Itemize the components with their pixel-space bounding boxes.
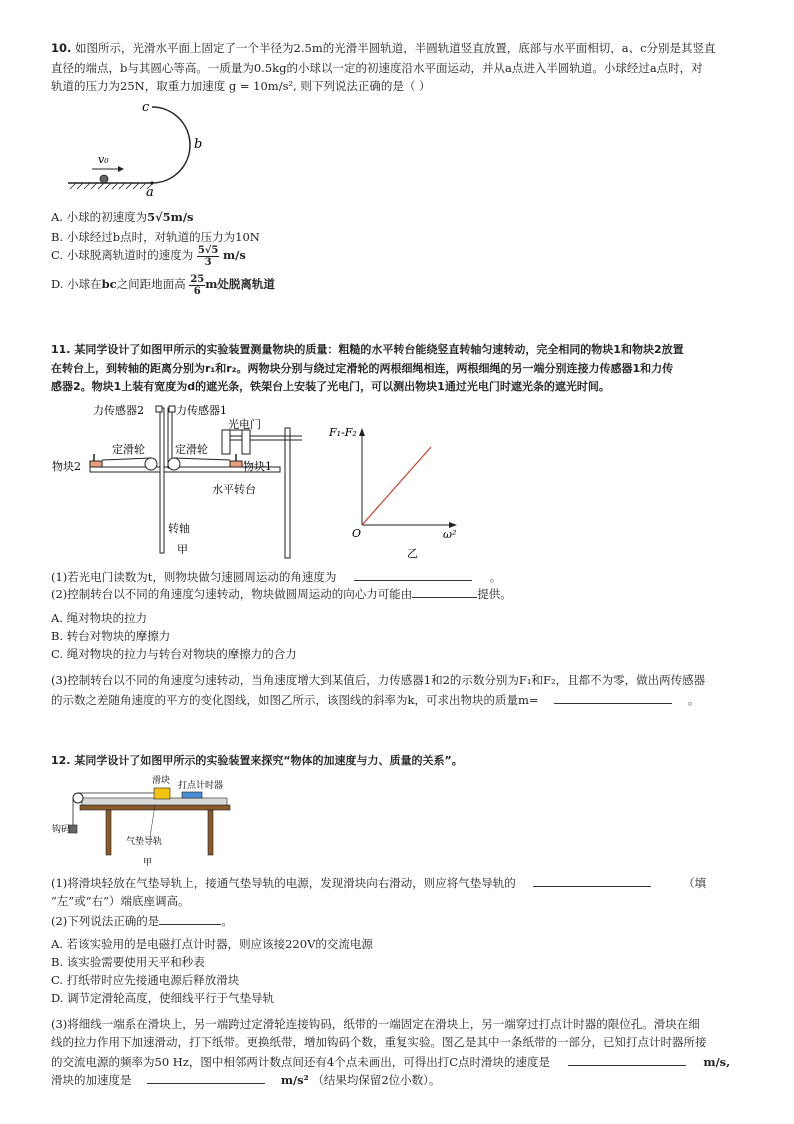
block1-shape: [230, 461, 242, 467]
frac-num: 25: [190, 273, 205, 285]
ground-hatch: [70, 183, 152, 189]
pulley-left: [145, 458, 157, 470]
label-v0: v₀: [98, 153, 109, 166]
block2-shape: [90, 461, 102, 467]
ball: [100, 175, 108, 183]
q10-option-c[interactable]: [51, 244, 246, 268]
q12-part3-line3: [51, 1053, 730, 1070]
q11-option-c[interactable]: C. 绳对物块的拉力与转台对物块的摩擦力的合力: [51, 647, 297, 661]
frac-den: 3: [204, 256, 212, 268]
frac-den: 6: [193, 285, 201, 297]
q12-part3-unit-acceleration: m/s²: [280, 1073, 309, 1087]
q12-option-d[interactable]: D. 调节定滑轮高度，使细线平行于气垫导轨: [51, 991, 275, 1005]
q12-part1-line1: [51, 874, 706, 891]
q10-line1-text: 如图所示，光滑水平面上固定了一个半径为2.5m的光滑半圆轨道，半圆轨道竖直放置，底部与水平面相切，a、c分别是其竖直: [75, 41, 716, 55]
q10-option-d-fraction: [189, 274, 205, 297]
q12-part3-text2: 滑块的加速度是: [51, 1073, 132, 1087]
label-c: c: [142, 100, 150, 115]
label-sensor1: 力传感器1: [176, 404, 227, 417]
caption-q12: 甲: [143, 858, 153, 868]
q10-option-b[interactable]: B. 小球经过b点时，对轨道的压力为10N: [51, 230, 260, 244]
q11-part1-text: (1)若光电门读数为t，则物块做匀速圆周运动的角速度为: [51, 570, 337, 584]
q10-number: 10.: [51, 41, 72, 55]
iron-stand: [285, 428, 290, 558]
yi-series-line: [362, 447, 431, 525]
velocity-arrowhead: [118, 166, 124, 172]
q10-option-d-bc: bc: [101, 277, 117, 291]
q10-option-c-fraction: [197, 245, 220, 268]
label-slider: 滑块: [152, 776, 171, 786]
rotation-axis: [160, 408, 164, 553]
yi-xlabel: ω²: [443, 528, 457, 541]
q11-option-a[interactable]: A. 绳对物块的拉力: [51, 611, 148, 625]
table-leg-right: [208, 810, 213, 855]
yi-ylabel: F₁-F₂: [329, 426, 357, 439]
q10-option-d[interactable]: [51, 273, 275, 297]
timer-device: [182, 792, 202, 798]
q12-part3-line1: (3)将细线一端系在滑块上，另一端跨过定滑轮连接钩码，纸带的一端固定在滑块上，另一端穿过打点计时器的限位孔。滑块在细: [51, 1017, 700, 1031]
caption-yi: 乙: [407, 547, 418, 560]
q11-line1: 11. 某同学设计了如图甲所示的实验装置测量物块的质量：粗糙的水平转台能绕竖直转轴匀速转动，完全相同的物块1和物块2放置: [51, 343, 684, 356]
q10-option-a-value: 5√5m/s: [147, 210, 194, 224]
q10-line1: [51, 40, 716, 56]
q11-line2: 在转台上，到转轴的距离分别为r₁和r₂。两物块分别与绕过定滑轮的两根细绳相连，两根细绳的另一端分别连接力传感器1和力传: [51, 362, 674, 375]
q10-option-d-text: D. 小球在: [51, 277, 102, 291]
q11-part2-blank[interactable]: [412, 585, 477, 598]
q11-part2-suffix: 提供。: [477, 587, 512, 601]
q11-part1-blank[interactable]: [354, 568, 472, 581]
q10-line3: 轨道的压力为25N，取重力加速度 g = 10m/s², 则下列说法正确的是（ ）: [51, 79, 431, 93]
q11-part3-suffix: 。: [687, 693, 700, 707]
q12-part2-blank[interactable]: [159, 912, 221, 925]
hook-weight: [69, 825, 77, 833]
q12-option-c[interactable]: C. 打纸带时应先接通电源后释放滑块: [51, 973, 240, 987]
q11-line3: 感器2。物块1上装有宽度为d的遮光条，铁架台上安装了光电门，可以测出物块1通过光电门时遮光条的遮光时间。: [51, 380, 610, 393]
q11-part2-text: (2)控制转台以不同的角速度匀速转动，物块做圆周运动的向心力可能由: [51, 587, 413, 601]
q12-part3-blank-velocity[interactable]: [568, 1053, 686, 1066]
q12-line1: 12. 某同学设计了如图甲所示的实验装置来探究“物体的加速度与力、质量的关系”。: [51, 754, 463, 767]
q10-option-d-mid: 之间距地面高: [116, 277, 186, 291]
table-leg-left: [106, 810, 111, 855]
label-axis: 转轴: [168, 522, 190, 535]
q12-part2: [51, 912, 233, 929]
label-gate: 光电门: [228, 418, 261, 431]
label-pulley-right: 定滑轮: [175, 443, 208, 456]
q12-part2-suffix: 。: [221, 914, 233, 928]
q11-part3-line2: [51, 691, 699, 708]
q11-option-b[interactable]: B. 转台对物块的摩擦力: [51, 629, 171, 643]
q12-figure: [50, 770, 240, 870]
q11-part1-suffix: 。: [489, 570, 502, 584]
yi-origin: O: [352, 527, 362, 540]
pulley: [73, 793, 83, 803]
q12-part3-blank-acceleration[interactable]: [147, 1071, 265, 1084]
q12-option-b[interactable]: B. 该实验需要使用天平和秒表: [51, 955, 205, 969]
photo-gate: [222, 430, 230, 454]
q10-line2: 直径的端点，b与其圆心等高。一质量为0.5kg的小球以一定的初速度沿水平面运动，并从a点进入半圆轨道。小球经过a点时，对: [51, 61, 703, 75]
q11-part2: [51, 585, 512, 602]
q11-part3-blank[interactable]: [554, 691, 672, 704]
q11-part3-text: 的示数之差随角速度的平方的变化图线，如图乙所示，该图线的斜率为k，可求出物块的质量m=: [51, 693, 539, 707]
q10-option-a[interactable]: [51, 209, 194, 225]
label-a: a: [146, 185, 154, 200]
q11-part1: [51, 568, 501, 585]
label-rail: 气垫导轨: [126, 837, 163, 847]
q12-part1-line2: “左”或“右”）端底座调高。: [51, 894, 190, 908]
q12-part3-line2: 线的拉力作用下加速滑动，打下纸带。更换纸带，增加钩码个数，重复实验。图乙是其中一条纸带的一部分，已知打点计时器所接: [51, 1035, 707, 1049]
q10-option-c-text: C. 小球脱离轨道时的速度为: [51, 248, 194, 262]
label-pulley-left: 定滑轮: [112, 443, 145, 456]
q12-part3-unit-velocity: m/s,: [703, 1055, 731, 1069]
q12-option-a[interactable]: A. 若该实验用的是电磁打点计时器，则应该接220V的交流电源: [51, 937, 373, 951]
q12-part1-fill: （填: [683, 876, 707, 890]
pulley-right: [168, 458, 180, 470]
q11-figure-jia: [50, 398, 320, 563]
q12-part1-blank[interactable]: [533, 874, 651, 887]
label-timer: 打点计时器: [178, 781, 224, 791]
label-block1: 物块1: [243, 460, 272, 473]
caption-jia: 甲: [177, 543, 188, 556]
q10-option-a-text: A. 小球的初速度为: [51, 210, 148, 224]
label-block2: 物块2: [52, 460, 81, 473]
q11-figure-yi: [325, 420, 465, 560]
q12-part3-line4: [51, 1071, 440, 1088]
q12-part3-text: 的交流电源的频率为50 Hz，图中相邻两计数点间还有4个点未画出，可得出打C点时滑块的速度是: [51, 1055, 550, 1069]
q12-part2-text: (2)下列说法正确的是: [51, 914, 160, 928]
q10-figure: [60, 95, 220, 205]
q11-part3-line1: (3)控制转台以不同的角速度匀速转动，当角速度增大到某值后，力传感器1和2的示数分别为F₁和F₂，且都不为零，做出两传感器: [51, 673, 706, 687]
q10-option-c-unit: m/s: [223, 248, 246, 262]
label-hook: 钩码: [52, 825, 71, 835]
q10-option-d-suffix: m处脱离轨道: [205, 277, 275, 291]
q12-part1-text: (1)将滑块轻放在气垫导轨上，接通气垫导轨的电源，发现滑块向右滑动，则应将气垫导轨的: [51, 876, 516, 890]
q12-part3-suffix: （结果均保留2位小数）。: [312, 1073, 441, 1087]
frac-num: 5√5: [197, 244, 219, 256]
slider-block: [154, 788, 170, 799]
semicircle-track: [152, 107, 190, 183]
label-b: b: [194, 137, 203, 152]
label-sensor2: 力传感器2: [93, 404, 144, 417]
label-table: 水平转台: [212, 483, 256, 496]
